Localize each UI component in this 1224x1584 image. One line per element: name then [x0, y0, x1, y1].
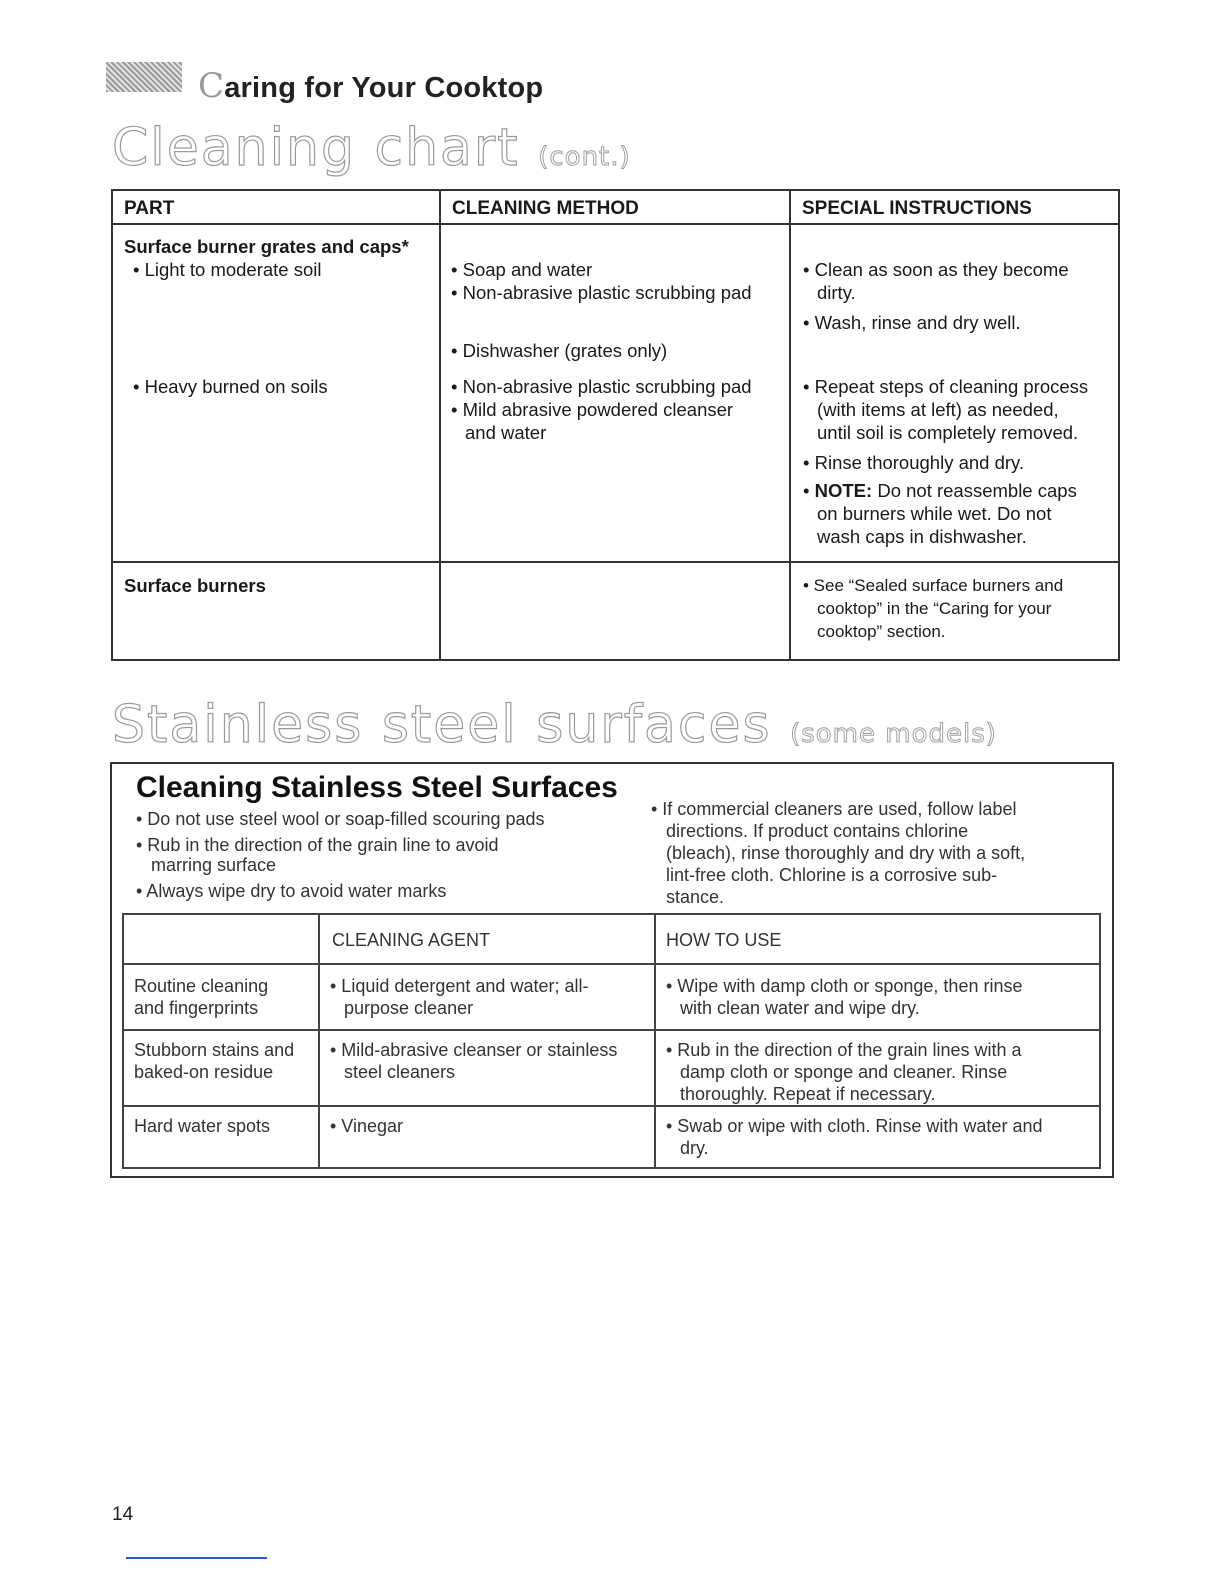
cleaning-chart-title: [112, 118, 631, 178]
table-row: [123, 964, 1100, 1030]
use-line: • Swab or wipe with cloth. Rinse with water and: [666, 1116, 1043, 1136]
use-line: damp cloth or sponge and cleaner. Rinse: [680, 1062, 1008, 1082]
instr-heavy-1c: until soil is completely removed.: [817, 422, 1079, 443]
page-header-title: [198, 66, 543, 106]
method-heavy-2: • Mild abrasive powdered cleanser: [451, 399, 734, 420]
footer-rule: [126, 1557, 267, 1559]
use-line: • Wipe with damp cloth or sponge, then rinse: [666, 976, 1023, 996]
bullet-wipe-dry: • Always wipe dry to avoid water marks: [136, 881, 447, 901]
method-light-2: • Non-abrasive plastic scrubbing pad: [451, 282, 752, 303]
column-header-how-to-use-text: HOW TO USE: [666, 930, 782, 950]
column-header-item: [123, 914, 319, 964]
instr-burners-3: cooktop” section.: [817, 622, 946, 641]
stainless-title-main: Stainless steel surfaces: [112, 695, 772, 755]
instr-note-line-1: • NOTE: Do not reassemble caps: [803, 480, 1077, 501]
instr-burners-2: cooktop” in the “Caring for your: [817, 599, 1052, 618]
bullet-commercial-3: (bleach), rinse thoroughly and dry with a soft,: [666, 843, 1026, 863]
item-cell: [123, 964, 319, 1030]
bullet-rub-grain: • Rub in the direction of the grain line to avoid: [136, 835, 499, 855]
instr-light-1a: • Clean as soon as they become: [803, 259, 1069, 280]
instr-heavy-1b: (with items at left) as needed,: [817, 399, 1059, 420]
agent-line: • Vinegar: [330, 1116, 404, 1136]
column-header-cleaning-agent: [319, 914, 655, 964]
use-line: dry.: [680, 1138, 709, 1158]
agent-line: • Liquid detergent and water; all-: [330, 976, 589, 996]
stainless-section-title: [112, 695, 997, 755]
instructions-cell: [790, 224, 1119, 562]
note-text-3: wash caps in dishwasher.: [817, 526, 1027, 547]
table-row: [123, 1030, 1100, 1106]
part-heavy-soil: • Heavy burned on soils: [133, 376, 328, 397]
method-cell: [440, 224, 790, 562]
method-dishwasher: • Dishwasher (grates only): [451, 340, 668, 361]
page-number: 14: [112, 1504, 134, 1525]
item-line: and fingerprints: [134, 998, 259, 1018]
item-cell: [123, 1106, 319, 1168]
use-line: with clean water and wipe dry.: [680, 998, 920, 1018]
stainless-heading: Cleaning Stainless Steel Surfaces: [136, 771, 618, 804]
cleaning-chart-title-suffix: (cont.): [538, 142, 631, 172]
bullet-commercial-2: directions. If product contains chlorine: [666, 821, 969, 841]
agent-cell: [319, 1106, 655, 1168]
instr-burners-1: • See “Sealed surface burners and: [803, 576, 1064, 595]
column-header-special-instructions: SPECIAL INSTRUCTIONS: [790, 190, 1119, 224]
agent-line: steel cleaners: [344, 1062, 456, 1082]
method-light-1: • Soap and water: [451, 259, 593, 280]
table-header-row: [123, 914, 1100, 964]
agent-line: purpose cleaner: [344, 998, 474, 1018]
part-cell: [112, 224, 440, 562]
agent-text: [320, 965, 654, 1019]
item-text: [124, 1031, 318, 1083]
method-heavy-3: and water: [465, 422, 547, 443]
stainless-left-bullets: [136, 808, 636, 908]
header-title-text: aring for Your Cooktop: [224, 72, 544, 104]
method-heavy-1: • Non-abrasive plastic scrubbing pad: [451, 376, 752, 397]
use-cell: [655, 964, 1100, 1030]
bullet-rub-grain-cont: marring surface: [151, 855, 277, 875]
item-text: [124, 965, 318, 1019]
instr-light-1b: dirty.: [817, 282, 856, 303]
instructions-cell: [790, 562, 1119, 660]
cleaning-chart-title-main: Cleaning chart: [112, 118, 520, 178]
use-line: • Rub in the direction of the grain lines with a: [666, 1040, 1022, 1060]
table-header-row: [112, 190, 1119, 224]
instr-heavy-1a: • Repeat steps of cleaning process: [803, 376, 1089, 397]
note-text-1: Do not reassemble caps: [877, 480, 1077, 501]
item-line: Hard water spots: [134, 1116, 271, 1136]
method-cell-empty: [440, 562, 790, 660]
header-pattern-graphic: [106, 62, 182, 92]
instr-light-2: • Wash, rinse and dry well.: [803, 312, 1021, 333]
bullet-commercial-5: stance.: [666, 887, 725, 907]
stainless-cleaning-table: [122, 913, 1101, 1169]
part-title: Surface burner grates and caps*: [124, 236, 409, 257]
bullet-commercial-4: lint-free cloth. Chlorine is a corrosive sub-: [666, 865, 998, 885]
agent-text: [320, 1107, 654, 1137]
agent-text: [320, 1031, 654, 1083]
item-cell: [123, 1030, 319, 1106]
item-line: Stubborn stains and: [134, 1040, 295, 1060]
bullet-no-steel-wool: • Do not use steel wool or soap-filled scouring pads: [136, 809, 545, 829]
column-header-how-to-use: [655, 914, 1100, 964]
column-header-part: PART: [112, 190, 440, 224]
column-header-cleaning-method: CLEANING METHOD: [440, 190, 790, 224]
table-row: [123, 1106, 1100, 1168]
agent-cell: [319, 1030, 655, 1106]
item-line: baked-on residue: [134, 1062, 274, 1082]
instr-heavy-2: • Rinse thoroughly and dry.: [803, 452, 1025, 473]
table-row: [112, 562, 1119, 660]
header-title-initial: C: [198, 66, 225, 106]
use-line: thoroughly. Repeat if necessary.: [680, 1084, 936, 1104]
part-cell: [112, 562, 440, 660]
note-text-2: on burners while wet. Do not: [817, 503, 1052, 524]
stainless-title-suffix: (some models): [790, 719, 997, 749]
bullet-commercial-1: • If commercial cleaners are used, follow label: [651, 799, 1017, 819]
agent-line: • Mild-abrasive cleanser or stainless: [330, 1040, 618, 1060]
use-text: [656, 965, 1099, 1019]
use-text: [656, 1107, 1099, 1159]
use-cell: [655, 1106, 1100, 1168]
agent-cell: [319, 964, 655, 1030]
item-line: Routine cleaning: [134, 976, 269, 996]
part-surface-burners: Surface burners: [124, 575, 266, 596]
cleaning-chart-table: [111, 189, 1120, 661]
stainless-right-bullet: [651, 798, 1101, 908]
column-header-cleaning-agent-text: CLEANING AGENT: [332, 930, 491, 950]
item-text: [124, 1107, 318, 1137]
table-row: [112, 224, 1119, 562]
column-header-item-text: [124, 915, 318, 929]
use-text: [656, 1031, 1099, 1105]
part-light-soil: • Light to moderate soil: [133, 259, 322, 280]
use-cell: [655, 1030, 1100, 1106]
note-label: NOTE:: [814, 480, 873, 501]
